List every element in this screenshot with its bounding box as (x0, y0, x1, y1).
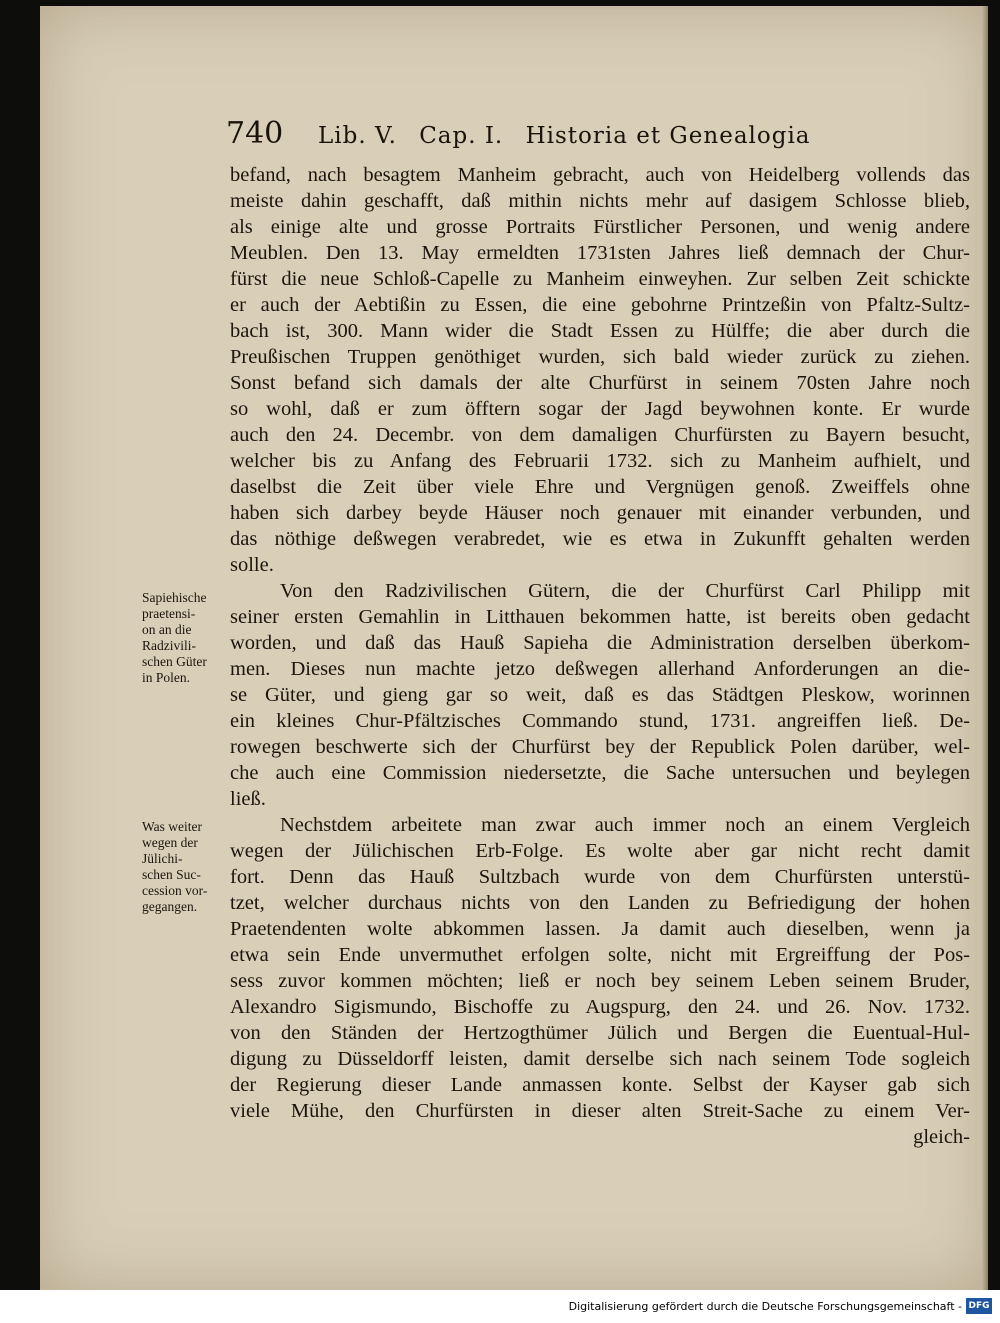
margin-note-line: Jülichi- (142, 851, 183, 866)
text-line: auch den 24. Decembr. von dem damaligen Churfürsten zu Bayern besucht, (230, 424, 970, 446)
page-number: 740 (226, 116, 284, 151)
running-head (318, 123, 825, 149)
margin-note-line: gegangen. (142, 899, 198, 914)
text-line: solle. (230, 554, 274, 576)
text-line: Von den Radzivilischen Gütern, die der Churfürst Carl Philipp mit (280, 580, 970, 602)
text-line: Nechstdem arbeitete man zwar auch immer noch an einem Vergleich (280, 814, 970, 836)
text-line: der Regierung dieser Lande anmassen konte. Selbst der Kayser gab sich (230, 1074, 970, 1096)
margin-note-line: on an die (142, 622, 192, 637)
margin-note-line: cession vor- (142, 883, 208, 898)
text-line: haben sich darbey beyde Häuser noch genauer mit einander verbunden, und (230, 502, 970, 524)
text-line: digung zu Düsseldorff leisten, damit derselbe sich nach seinem Tode sogleich (230, 1048, 970, 1070)
page-edge-shadow (982, 6, 988, 1290)
footer-bar (0, 1290, 1000, 1323)
margin-note-line: schen Güter (142, 654, 207, 669)
margin-note-line: Radzivili- (142, 638, 196, 653)
funding-credit: Digitalisierung gefördert durch die Deutsche Forschungsgemeinschaft - (568, 1300, 962, 1313)
margin-note (142, 590, 234, 686)
margin-note-line: in Polen. (142, 670, 191, 685)
text-line: daselbst die Zeit über viele Ehre und Vergnügen genoß. Zweiffels ohne (230, 476, 970, 498)
catchword: gleich- (913, 1126, 970, 1148)
margin-note-line: Sapiehische (142, 590, 207, 605)
text-line: ein kleines Chur-Pfältzisches Commando stund, 1731. angreiffen ließ. De- (230, 710, 970, 732)
text-line: tzet, welcher durchaus nichts von den Landen zu Befriedigung der hohen (230, 892, 970, 914)
margin-note-line: Was weiter (142, 819, 203, 834)
text-line: seiner ersten Gemahlin in Litthauen bekommen hatte, ist bereits oben gedacht (230, 606, 970, 628)
text-line: Meublen. Den 13. May ermeldten 1731sten Jahres ließ demnach der Chur- (230, 242, 970, 264)
text-line: welcher bis zu Anfang des Februarii 1732. sich zu Manheim aufhielt, und (230, 450, 970, 472)
text-line: wegen der Jülichischen Erb-Folge. Es wolte aber gar nicht recht damit (230, 840, 970, 862)
dfg-logo: DFG (966, 1298, 992, 1314)
text-line: bach ist, 300. Mann wider die Stadt Essen zu Hülffe; die aber durch die (230, 320, 970, 342)
text-line: Sonst befand sich damals der alte Churfürst in seinem 70sten Jahre noch (230, 372, 970, 394)
text-line: viele Mühe, den Churfürsten in dieser alten Streit-Sache zu einem Ver- (230, 1100, 970, 1122)
text-line: ließ. (230, 788, 266, 810)
text-line: als einige alte und grosse Portraits Fürstlicher Personen, und wenig andere (230, 216, 970, 238)
text-line: er auch der Aebtißin zu Essen, die eine gebohrne Printzeßin von Pfaltz-Sultz- (230, 294, 970, 316)
text-line: Praetendenten wolte abkommen lassen. Ja damit auch dieselben, wenn ja (230, 918, 970, 940)
running-head-chapter: Cap. I. (419, 123, 504, 149)
text-line: fürst die neue Schloß-Capelle zu Manheim einweyhen. Zur selben Zeit schickte (230, 268, 970, 290)
body-text (230, 162, 970, 1150)
text-line: meiste dahin geschafft, daß mithin nichts mehr auf dasigem Schlosse blieb, (230, 190, 970, 212)
text-line: Alexandro Sigismundo, Bischoffe zu Augspurg, den 24. und 26. Nov. 1732. (230, 996, 970, 1018)
text-line: sess zuvor kommen möchten; ließ er noch bey seinem Leben seinem Bruder, (230, 970, 970, 992)
margin-note (142, 819, 234, 915)
margin-note-line: wegen der (142, 835, 198, 850)
margin-note-line: schen Suc- (142, 867, 201, 882)
text-line: fort. Denn das Hauß Sultzbach wurde von dem Churfürsten unterstü- (230, 866, 970, 888)
text-line: men. Dieses nun machte jetzo deßwegen allerhand Anforderungen an die- (230, 658, 970, 680)
text-line: befand, nach besagtem Manheim gebracht, auch von Heidelberg vollends das (230, 164, 970, 186)
book-page (40, 6, 988, 1290)
text-line: rowegen beschwerte sich der Churfürst bey der Republick Polen darüber, wel- (230, 736, 970, 758)
text-line: von den Ständen der Hertzogthümer Jülich und Bergen die Euentual-Hul- (230, 1022, 970, 1044)
text-line: se Güter, und gieng gar so weit, daß es das Städtgen Pleskow, worinnen (230, 684, 970, 706)
text-line: so wohl, daß er zum öfftern sogar der Jagd beywohnen konte. Er wurde (230, 398, 970, 420)
text-line: che auch eine Commission niedersetzte, die Sache untersuchen und beylegen (230, 762, 970, 784)
text-line: etwa sein Ende unvermuthet erfolgen solte, nicht mit Ergreiffung der Pos- (230, 944, 970, 966)
text-line: Preußischen Truppen genöthiget wurden, sich bald wieder zurück zu ziehen. (230, 346, 970, 368)
running-head-book: Lib. V. (318, 123, 397, 149)
page-header (226, 116, 866, 160)
text-line: das nöthige deßwegen verabredet, wie es etwa in Zukunfft gehalten werden (230, 528, 970, 550)
text-line: worden, und daß das Hauß Sapieha die Administration derselben überkom- (230, 632, 970, 654)
running-head-title: Historia et Genealogia (525, 123, 811, 149)
margin-note-line: praetensi- (142, 606, 196, 621)
